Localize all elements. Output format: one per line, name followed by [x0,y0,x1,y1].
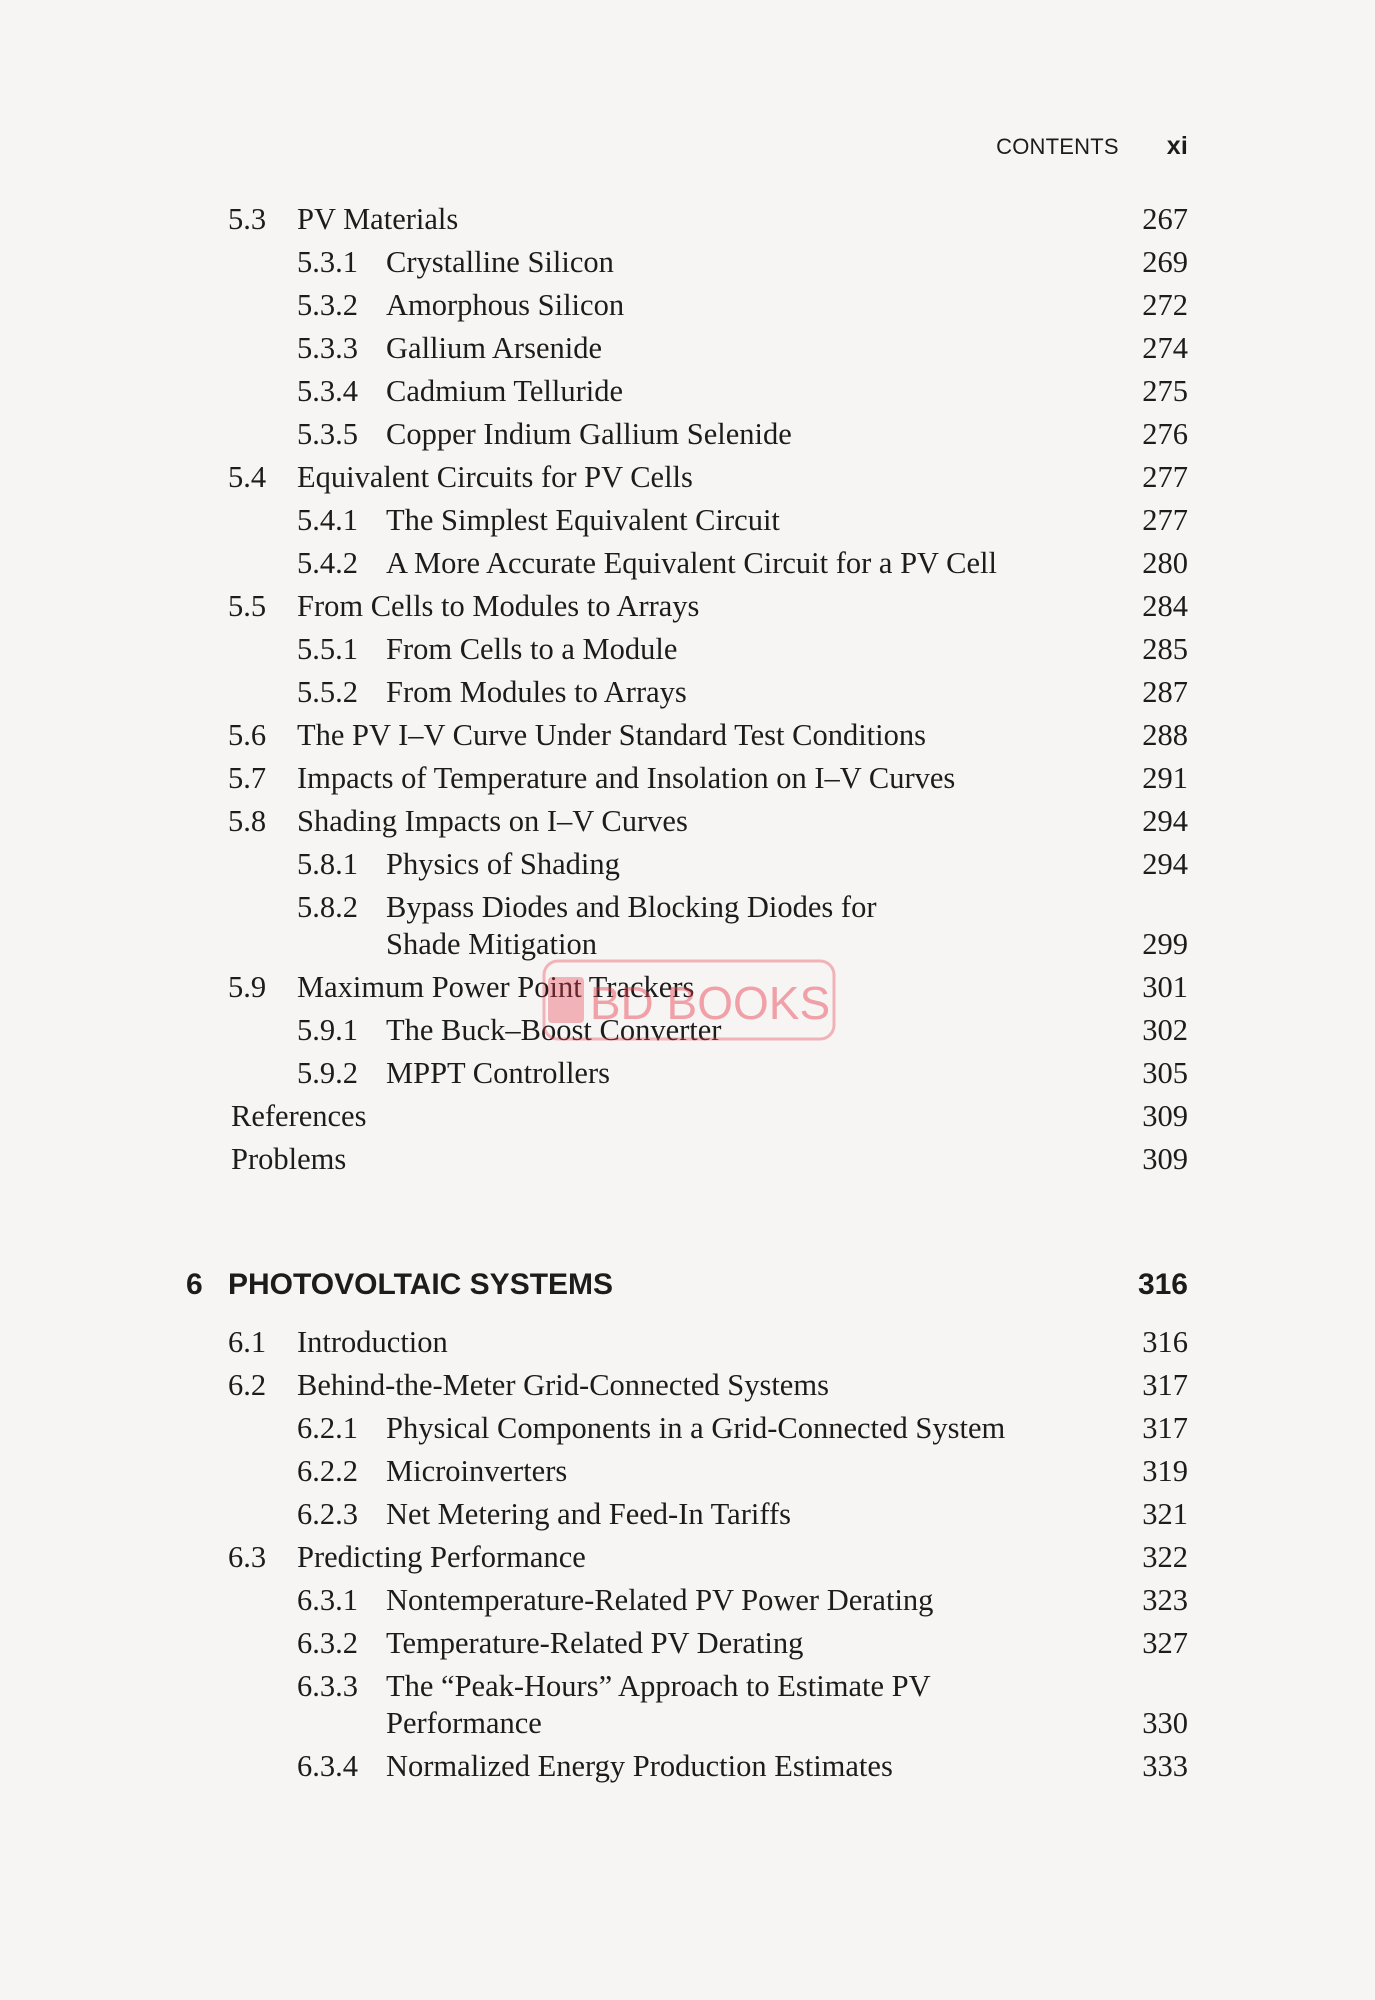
toc-entry [0,242,1375,282]
section-page: 316 [1142,1325,1188,1359]
section-title: Gallium Arsenide [386,331,603,365]
section-page: 276 [1142,417,1188,451]
section-number: 5.3 [228,202,267,236]
toc-entry [0,672,1375,712]
section-number: 5.5.2 [297,675,358,709]
section-page: 319 [1142,1454,1188,1488]
toc-entry [0,1666,1375,1706]
section-title: From Cells to a Module [386,632,678,666]
section-title: From Modules to Arrays [386,675,687,709]
toc-entry [0,543,1375,583]
section-page: 267 [1142,202,1188,236]
section-page: 305 [1142,1056,1188,1090]
toc-entry [0,1494,1375,1534]
section-title: Introduction [297,1325,448,1359]
section-title: Performance [386,1706,542,1740]
section-title: Bypass Diodes and Blocking Diodes for [386,890,877,924]
section-title: Copper Indium Gallium Selenide [386,417,792,451]
section-title: From Cells to Modules to Arrays [297,589,700,623]
section-number: 6.3.3 [297,1669,358,1703]
section-title: Nontemperature-Related PV Power Derating [386,1583,934,1617]
section-number: 6.2 [228,1368,267,1402]
toc-entry [0,1580,1375,1620]
section-title: Equivalent Circuits for PV Cells [297,460,693,494]
section-page: 317 [1142,1411,1188,1445]
section-number: 6.2.2 [297,1454,358,1488]
section-page: 285 [1142,632,1188,666]
section-page: 277 [1142,460,1188,494]
section-page: 288 [1142,718,1188,752]
section-page: 333 [1142,1749,1188,1783]
chapter-title: PHOTOVOLTAIC SYSTEMS [228,1268,614,1301]
toc-entry [0,586,1375,626]
toc-entry [0,500,1375,540]
toc-entry [0,758,1375,798]
section-page: 277 [1142,503,1188,537]
section-page: 299 [1142,927,1188,961]
section-page: 294 [1142,804,1188,838]
watermark-text: BD BOOKS [589,977,831,1029]
toc-entry [0,1451,1375,1491]
section-title: Shading Impacts on I–V Curves [297,804,688,838]
toc-entry [0,1537,1375,1577]
section-title: Amorphous Silicon [386,288,625,322]
chapter-number: 6 [186,1268,203,1301]
section-title: MPPT Controllers [386,1056,610,1090]
section-number: 6.2.3 [297,1497,358,1531]
section-number: 5.3.3 [297,331,358,365]
toc-entry [0,1746,1375,1786]
section-number: 6.3.1 [297,1583,358,1617]
section-number: 5.4 [228,460,267,494]
section-title: Physical Components in a Grid-Connected System [386,1411,1006,1445]
section-page: 321 [1142,1497,1188,1531]
toc-entry [0,414,1375,454]
section-title: Cadmium Telluride [386,374,624,408]
section-title: Impacts of Temperature and Insolation on I–V Curves [297,761,956,795]
section-page: 309 [1142,1099,1188,1133]
toc-entry [0,1408,1375,1448]
section-number: 5.3.2 [297,288,358,322]
section-title: Net Metering and Feed-In Tariffs [386,1497,791,1531]
section-number: 5.4.1 [297,503,358,537]
section-number: 5.5.1 [297,632,358,666]
toc-entry [0,715,1375,755]
section-number: 5.3.4 [297,374,358,408]
section-page: 269 [1142,245,1188,279]
section-number: 6.3.4 [297,1749,358,1783]
section-page: 323 [1142,1583,1188,1617]
section-number: 5.9.1 [297,1013,358,1047]
section-number: 5.8 [228,804,267,838]
section-page: 275 [1142,374,1188,408]
section-page: 284 [1142,589,1188,623]
section-number: 5.5 [228,589,267,623]
section-number: 5.3.5 [297,417,358,451]
section-page: 322 [1142,1540,1188,1574]
running-header [996,132,1188,161]
toc-entry [0,457,1375,497]
section-title: Temperature-Related PV Derating [386,1626,804,1660]
section-title: Predicting Performance [297,1540,586,1574]
section-number: 5.3.1 [297,245,358,279]
toc-entry [0,199,1375,239]
section-number: 5.8.1 [297,847,358,881]
section-number: 6.2.1 [297,1411,358,1445]
section-page: 317 [1142,1368,1188,1402]
toc-entry [0,371,1375,411]
section-title: PV Materials [297,202,459,236]
toc-entry-continuation [0,1703,1375,1743]
section-title: The PV I–V Curve Under Standard Test Conditions [297,718,927,752]
section-title: The Buck–Boost Converter [386,1013,722,1047]
section-page: 272 [1142,288,1188,322]
section-number: 5.8.2 [297,890,358,924]
chapter-heading [0,1265,1375,1305]
section-title: Normalized Energy Production Estimates [386,1749,893,1783]
section-page: 274 [1142,331,1188,365]
chapter-page: 316 [1137,1268,1188,1301]
toc-entry [0,1365,1375,1405]
section-page: 280 [1142,546,1188,580]
section-number: 6.1 [228,1325,267,1359]
section-page: 302 [1142,1013,1188,1047]
section-page: 330 [1142,1706,1188,1740]
section-number: 5.6 [228,718,267,752]
toc-entry-problems [0,1139,1375,1179]
section-page: 294 [1142,847,1188,881]
section-title: Behind-the-Meter Grid-Connected Systems [297,1368,829,1402]
toc-entry-references [0,1096,1375,1136]
section-page: 291 [1142,761,1188,795]
toc-entry [0,887,1375,927]
section-title: Physics of Shading [386,847,620,881]
toc-entry [0,1053,1375,1093]
section-number: 5.4.2 [297,546,358,580]
bd-books-watermark [540,955,840,1047]
page-number: xi [1166,132,1188,160]
toc-entry [0,801,1375,841]
section-number: 5.9.2 [297,1056,358,1090]
section-title: The “Peak-Hours” Approach to Estimate PV [386,1669,931,1703]
section-page: 309 [1142,1142,1188,1176]
toc-entry [0,328,1375,368]
section-title: References [231,1099,367,1133]
section-title: Microinverters [386,1454,568,1488]
section-number: 5.7 [228,761,267,795]
section-number: 6.3 [228,1540,267,1574]
section-number: 6.3.2 [297,1626,358,1660]
section-title: The Simplest Equivalent Circuit [386,503,780,537]
section-page: 301 [1142,970,1188,1004]
section-title: Shade Mitigation [386,927,597,961]
toc-entry [0,1623,1375,1663]
toc-entry [0,629,1375,669]
running-header-label: CONTENTS [996,134,1119,159]
toc-entry [0,844,1375,884]
toc-entry [0,1322,1375,1362]
section-page: 287 [1142,675,1188,709]
section-title: A More Accurate Equivalent Circuit for a PV Cell [386,546,997,580]
section-page: 327 [1142,1626,1188,1660]
section-title: Maximum Power Point Trackers [297,970,695,1004]
section-title: Crystalline Silicon [386,245,614,279]
section-number: 5.9 [228,970,267,1004]
toc-entry [0,285,1375,325]
section-title: Problems [231,1142,347,1176]
